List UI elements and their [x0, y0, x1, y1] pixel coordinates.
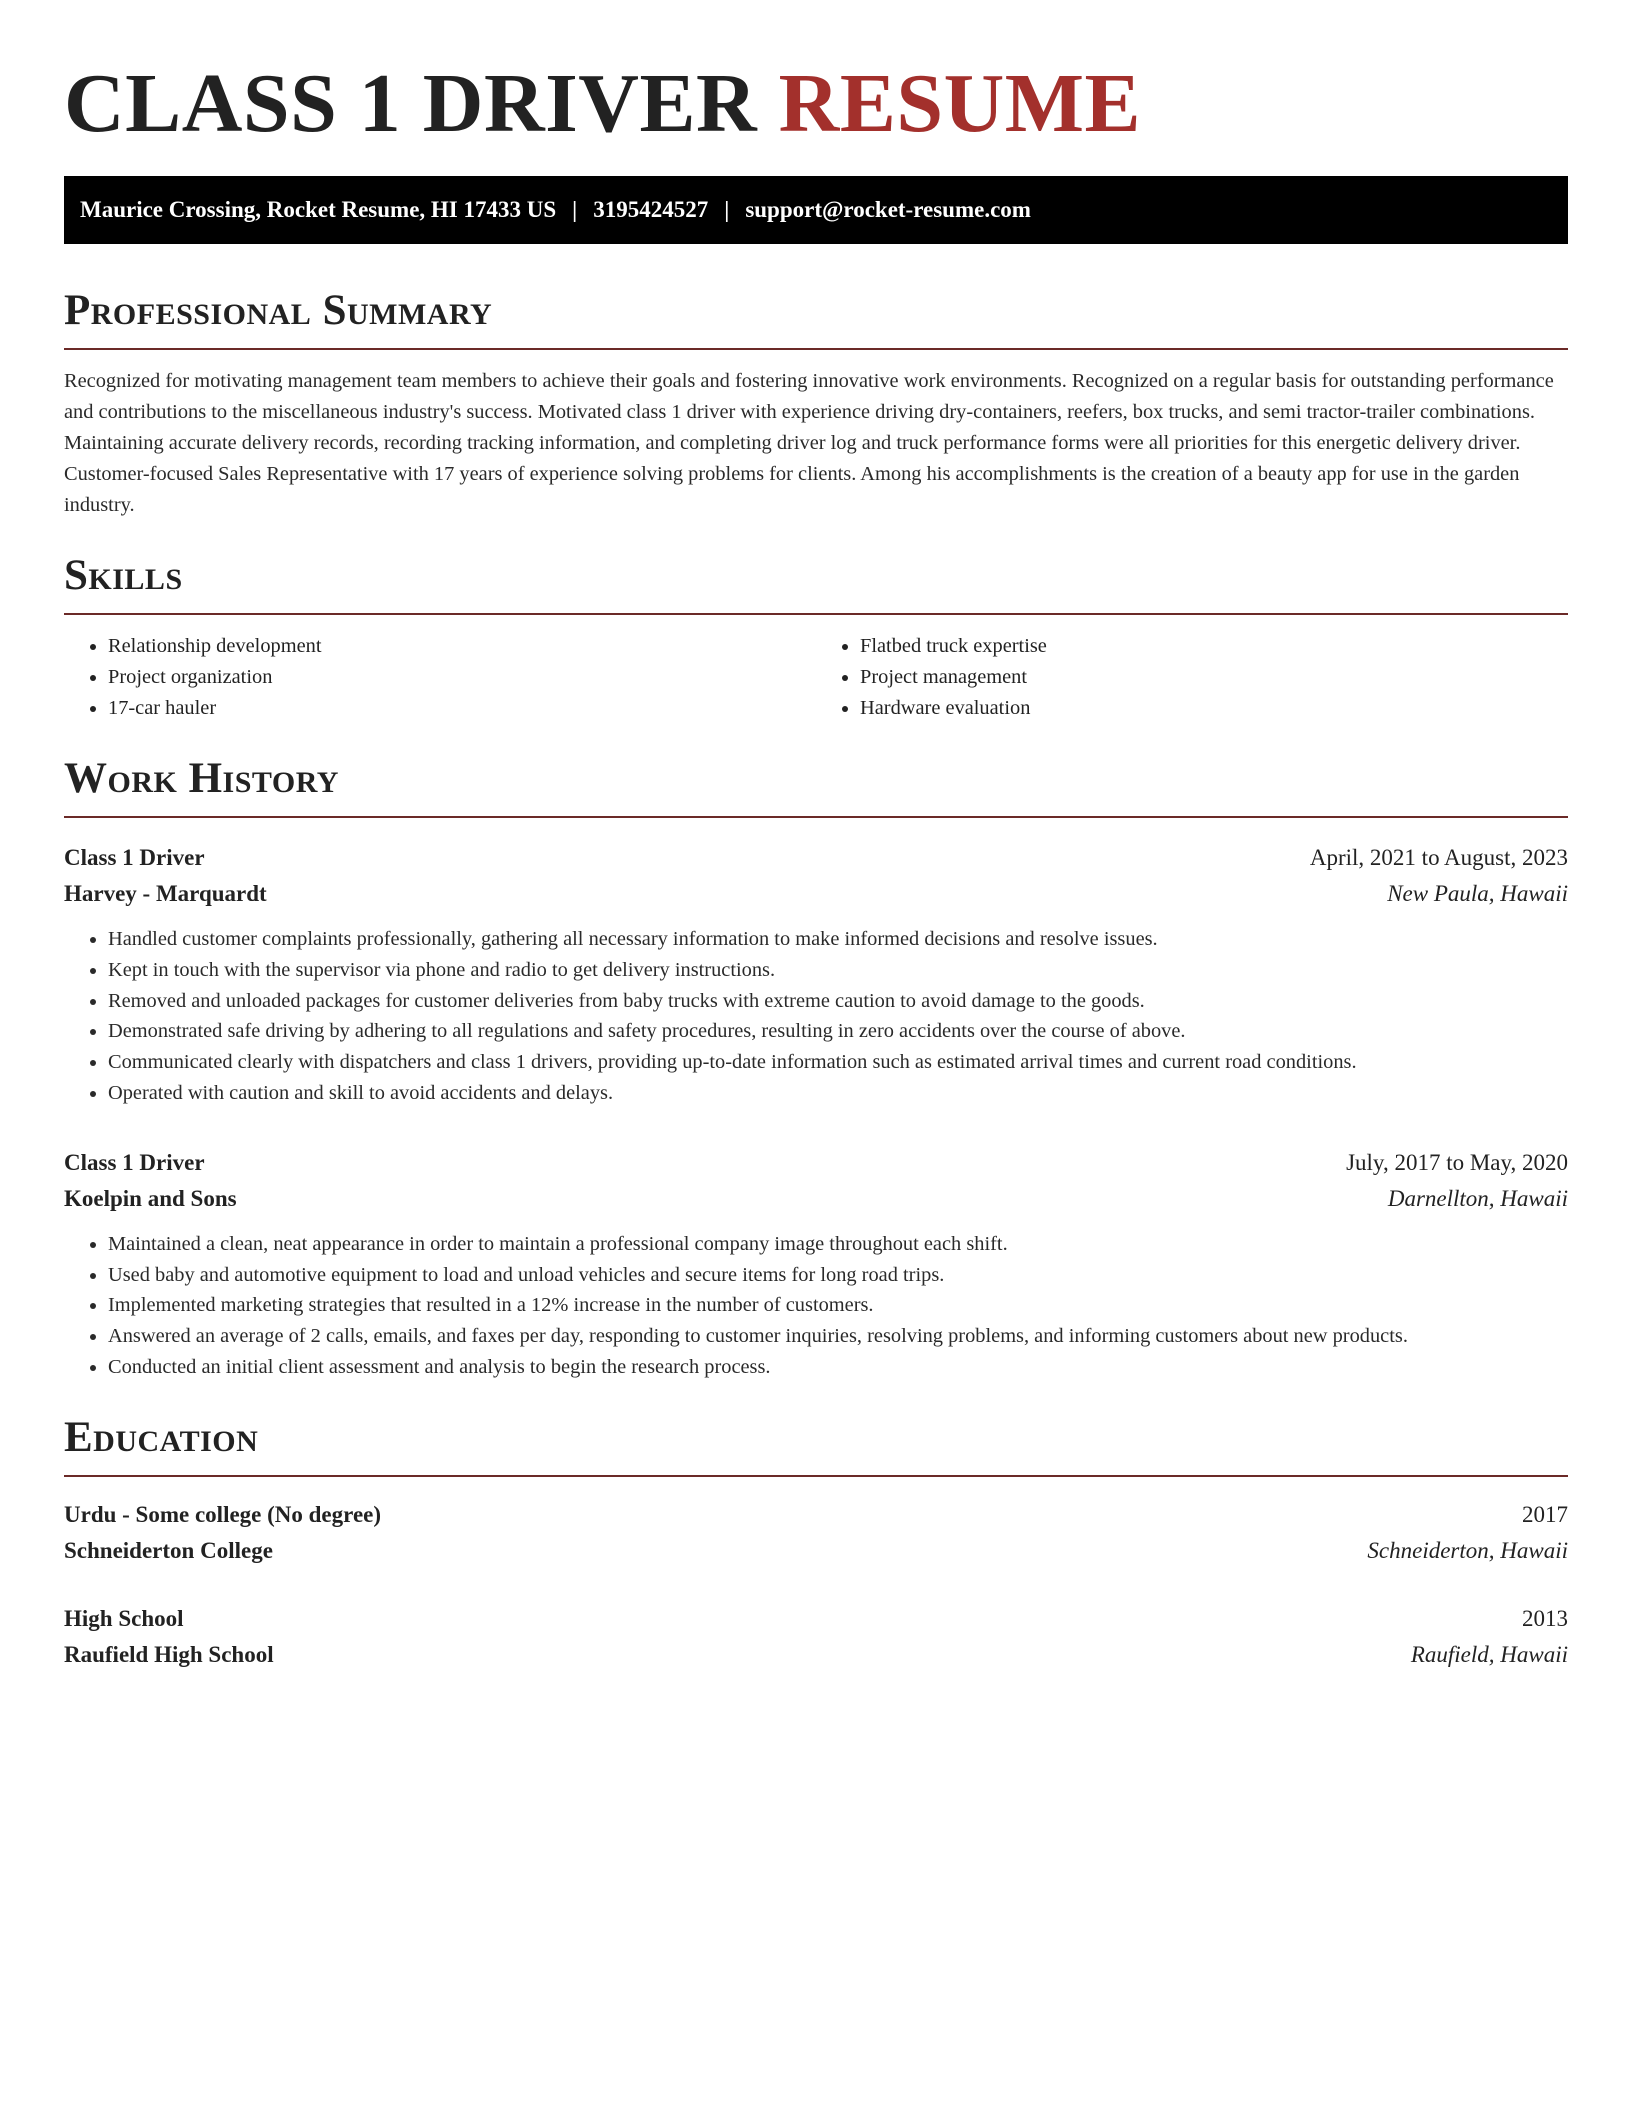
education-school: Raufield High School: [64, 1641, 274, 1667]
contact-email: support@rocket-resume.com: [745, 197, 1031, 222]
job-bullet: • Kept in touch with the supervisor via phone and radio to get delivery instructions.: [108, 955, 1568, 986]
job-title-row: [64, 1145, 1568, 1181]
job-dates: July, 2017 to May, 2020: [1346, 1149, 1568, 1175]
job-bullet: • Used baby and automotive equipment to load and unload vehicles and secure items for long road trips.: [108, 1260, 1568, 1291]
contact-separator: |: [724, 197, 730, 222]
job-title: Class 1 Driver: [64, 845, 205, 870]
job-location: New Paula, Hawaii: [1387, 881, 1568, 906]
education-location: Schneiderton, Hawaii: [1367, 1537, 1568, 1563]
job-entry: [64, 840, 1568, 1109]
education-heading: Education: [64, 1413, 259, 1461]
education-school: Schneiderton College: [64, 1537, 273, 1563]
skills-heading: Skills: [64, 552, 183, 599]
skill-item: • 17-car hauler: [108, 693, 816, 724]
education-school-row: [64, 1533, 1568, 1569]
skill-item: • Hardware evaluation: [860, 693, 1568, 724]
contact-address: Maurice Crossing, Rocket Resume, HI 17433 US: [80, 197, 557, 222]
summary-section: [64, 286, 1568, 521]
skill-item: • Relationship development: [108, 631, 816, 662]
skill-item: • Flatbed truck expertise: [860, 631, 1568, 662]
job-bullet: • Implemented marketing strategies that resulted in a 12% increase in the number of customers.: [108, 1290, 1568, 1321]
job-bullets: [64, 1229, 1568, 1383]
job-entry: [64, 1145, 1568, 1383]
job-bullet: • Demonstrated safe driving by adhering to all regulations and safety procedures, resulting in zero accidents over the course of above.: [108, 1016, 1568, 1047]
contact-phone: 3195424527: [593, 197, 709, 222]
education-degree-row: [64, 1601, 1568, 1637]
title-main: CLASS 1 DRIVER: [64, 57, 758, 150]
job-title-row: [64, 840, 1568, 876]
job-company: Koelpin and Sons: [64, 1185, 237, 1211]
education-location: Raufield, Hawaii: [1410, 1641, 1568, 1667]
summary-text: Recognized for motivating management team members to achieve their goals and fostering innovative work environments. Recognized on a regular basis for outstanding performance and contributions to the miscellaneous industry's success. Motivated class 1 driver with experience driving dry-containers, reefers, box trucks, and semi tractor-trailer combinations. Maintaining accurate delivery records, recording tracking information, and completing driver log and truck performance forms were all priorities for this energetic delivery driver. Customer-focused Sales Representative with 17 years of experience solving problems for clients. Among his accomplishments is the creation of a beauty app for use in the garden industry.: [64, 370, 1554, 516]
education-degree: High School: [64, 1605, 184, 1631]
education-school-row: [64, 1637, 1568, 1673]
resume-title: [64, 56, 1568, 152]
job-bullet: • Operated with caution and skill to avoid accidents and delays.: [108, 1078, 1568, 1109]
contact-separator: |: [572, 197, 578, 222]
job-bullet: • Maintained a clean, neat appearance in order to maintain a professional company image throughout each shift.: [108, 1229, 1568, 1260]
job-company-row: [64, 1181, 1568, 1217]
skill-item: • Project management: [860, 662, 1568, 693]
job-bullet: • Answered an average of 2 calls, emails, and faxes per day, responding to customer inquiries, resolving problems, and informing customers about new products.: [108, 1321, 1568, 1352]
education-degree-row: [64, 1497, 1568, 1533]
section-divider: [64, 348, 1568, 350]
section-divider: [64, 613, 1568, 615]
job-bullet: • Conducted an initial client assessment and analysis to begin the research process.: [108, 1352, 1568, 1383]
education-entry: [64, 1497, 1568, 1569]
skills-list-right: [816, 631, 1568, 724]
job-company-row: [64, 876, 1568, 912]
education-year: 2013: [1522, 1605, 1568, 1631]
job-dates: April, 2021 to August, 2023: [1309, 845, 1568, 870]
job-bullet: • Communicated clearly with dispatchers and class 1 drivers, providing up-to-date information such as estimated arrival times and current road conditions.: [108, 1047, 1568, 1078]
skill-item: • Project organization: [108, 662, 816, 693]
education-degree: Urdu - Some college (No degree): [64, 1501, 382, 1527]
education-year: 2017: [1522, 1501, 1568, 1527]
education-entry: [64, 1601, 1568, 1673]
job-bullets: [64, 924, 1568, 1109]
job-location: Darnellton, Hawaii: [1387, 1185, 1568, 1211]
skills-list-left: [64, 631, 816, 724]
work-heading: Work History: [64, 755, 339, 802]
job-company: Harvey - Marquardt: [64, 881, 267, 906]
contact-bar: [64, 176, 1568, 244]
skills-section: [64, 551, 1568, 724]
section-divider: [64, 816, 1568, 818]
job-bullet: • Removed and unloaded packages for customer deliveries from baby trucks with extreme caution to avoid damage to the goods.: [108, 986, 1568, 1017]
education-section: [64, 1413, 1568, 1673]
job-title: Class 1 Driver: [64, 1149, 205, 1175]
title-accent: RESUME: [778, 57, 1142, 150]
skills-columns: [64, 631, 1568, 724]
summary-heading: Professional Summary: [64, 287, 493, 334]
job-bullet: • Handled customer complaints professionally, gathering all necessary information to make informed decisions and resolve issues.: [108, 924, 1568, 955]
work-section: [64, 754, 1568, 1383]
section-divider: [64, 1475, 1568, 1477]
